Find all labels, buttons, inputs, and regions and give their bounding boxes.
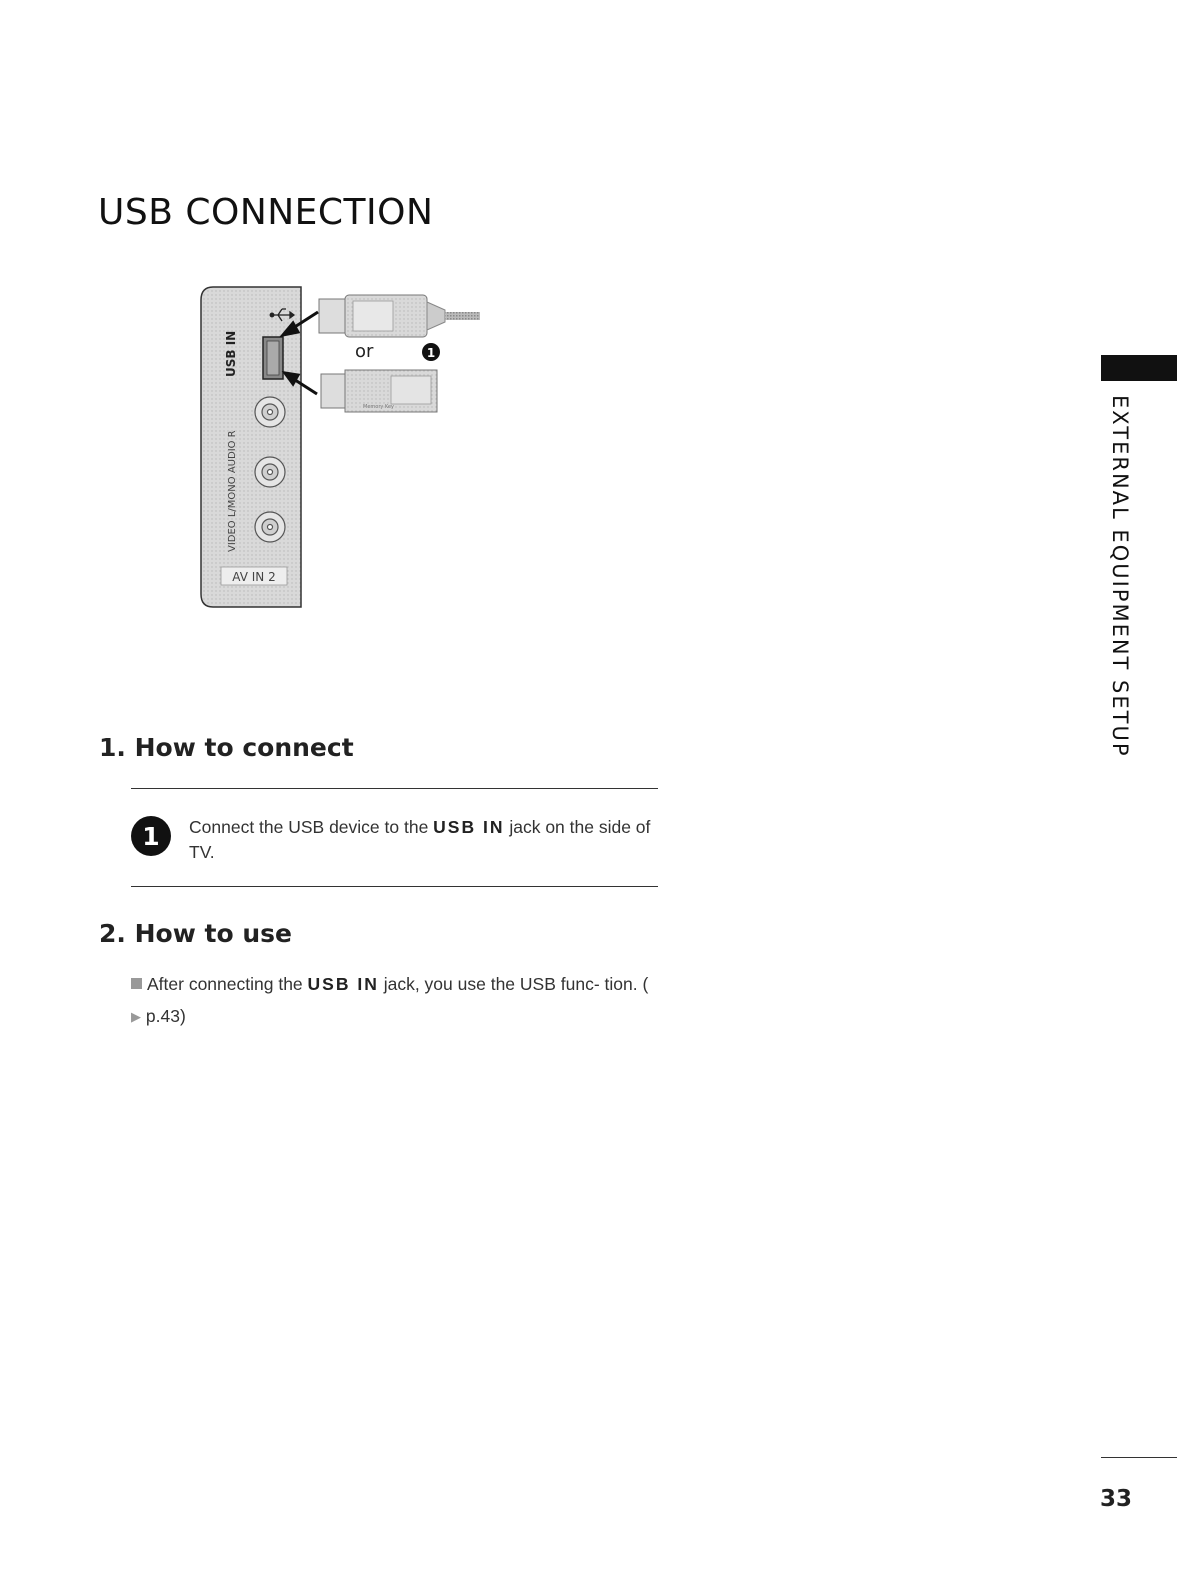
usb-cable-plug	[319, 295, 480, 337]
rca-jack-video	[255, 397, 285, 427]
chapter-tab-marker	[1101, 355, 1177, 381]
page-ref-arrow-icon: ▶	[131, 1009, 141, 1024]
section-heading-how-to-use: 2. How to use	[99, 919, 292, 948]
usb-in-jack-name: USB IN	[307, 974, 379, 994]
step-number-badge: 1	[131, 816, 171, 856]
bullet-square-icon	[131, 978, 142, 989]
divider-top	[131, 788, 658, 789]
section-heading-how-to-connect: 1. How to connect	[99, 733, 354, 762]
av-jack-label: VIDEO L/MONO AUDIO R	[227, 430, 238, 552]
svg-text:1: 1	[426, 346, 436, 360]
usb-in-jack-name: USB IN	[433, 817, 505, 837]
usb-connection-illustration	[195, 282, 495, 612]
chapter-side-label: EXTERNAL EQUIPMENT SETUP	[1108, 395, 1132, 758]
usb-in-label: USB IN	[224, 330, 238, 377]
page-reference-link[interactable]: p.43	[145, 1006, 180, 1026]
step-instruction: Connect the USB device to the USB IN jack on the side of TV.	[189, 817, 651, 862]
divider-bottom	[131, 886, 658, 887]
rca-jack-audio-left	[255, 457, 285, 487]
usage-instruction: After connecting the USB IN jack, you use the USB func- tion. (▶ p.43)	[131, 968, 651, 1033]
tv-side-panel-diagram	[195, 282, 495, 612]
page-number-rule	[1101, 1457, 1177, 1458]
page-title: USB CONNECTION	[98, 192, 434, 233]
page-number: 33	[1100, 1486, 1133, 1512]
av-in-2-label: AV IN 2	[232, 570, 276, 584]
memory-key-label: Memory Key	[363, 404, 394, 410]
or-text: or	[355, 341, 374, 362]
rca-jack-audio-right	[255, 512, 285, 542]
memory-stick	[321, 370, 437, 412]
